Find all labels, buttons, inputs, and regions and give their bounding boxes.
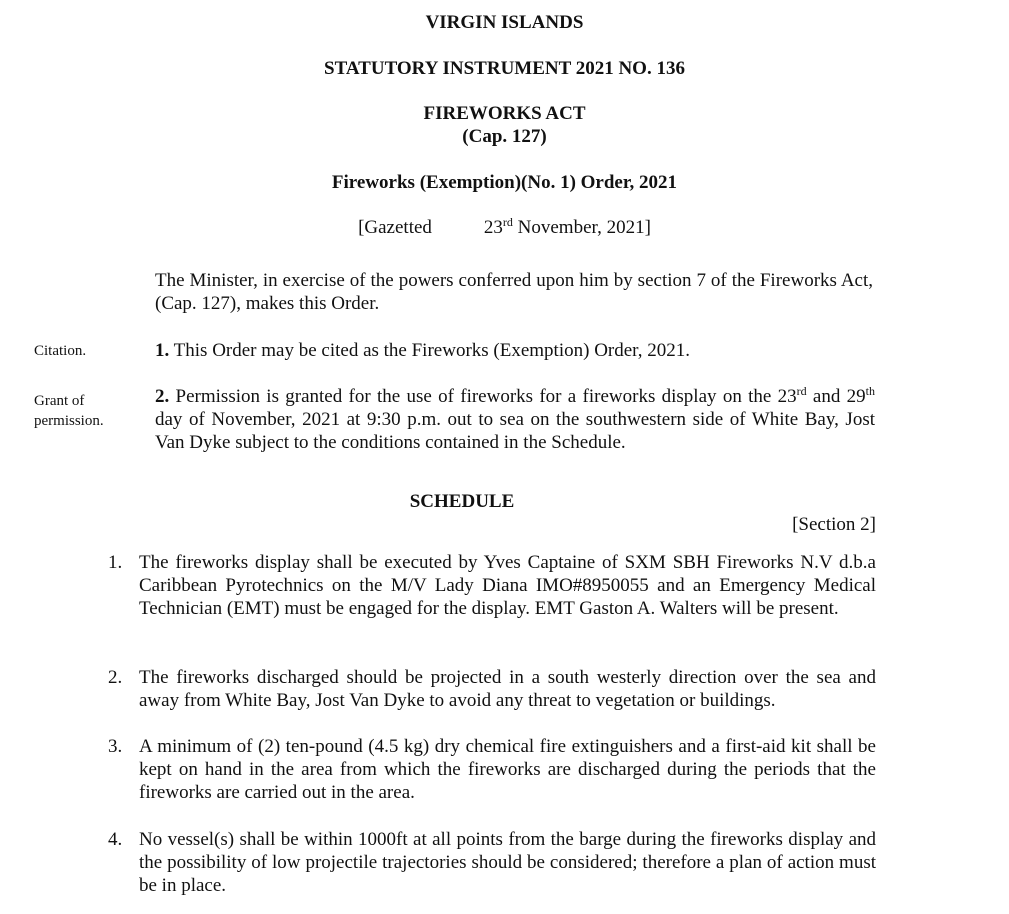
schedule-item-number: 3. (108, 736, 123, 757)
gazetted-day-suffix: rd (502, 215, 513, 229)
schedule-item-number: 1. (108, 552, 123, 573)
section-2 (155, 385, 875, 454)
margin-note-citation: Citation. (34, 343, 87, 359)
gazetted-day: 23 (483, 217, 503, 238)
margin-note-grant (34, 391, 134, 431)
margin-note-grant-line2: permission. (34, 413, 104, 429)
section-1 (155, 339, 875, 362)
gazetted-rest: November, 2021] (512, 217, 651, 238)
instrument-number: STATUTORY INSTRUMENT 2021 NO. 136 (324, 58, 685, 79)
section-2-sup-b: th (865, 384, 875, 398)
schedule-item-number: 4. (108, 829, 123, 850)
gazetted-label: [Gazetted (358, 217, 432, 238)
section-2-number: 2. (155, 386, 170, 407)
schedule-item-text: The fireworks display shall be executed by Yves Captaine of SXM SBH Fireworks N.V d.b.a Caribbean Pyrotechnics on the M/V Lady Diana IMO#8950055 and an Emergency Medical Technician (EMT) must be engaged for the display. EMT Gaston A. Walters will be present. (139, 552, 876, 619)
section-2-text-a: Permission is granted for the use of fireworks for a fireworks display on the 23 (175, 386, 797, 407)
margin-note-grant-line1: Grant of (34, 393, 85, 409)
section-1-number: 1. (155, 340, 170, 361)
schedule-section-ref: [Section 2] (792, 514, 876, 535)
schedule-item-text: A minimum of (2) ten-pound (4.5 kg) dry chemical fire extinguishers and a first-aid kit shall be kept on hand in the area from which the fireworks are discharged during the periods that the fireworks are carried out in the area. (139, 736, 876, 803)
act-chapter: (Cap. 127) (462, 126, 547, 147)
section-2-text-b: and 29 (806, 386, 866, 407)
section-2-text-c: day of November, 2021 at 9:30 p.m. out to sea on the southwestern side of White Bay, Jost Van Dyke subject to the conditions contained in the Schedule. (155, 409, 875, 453)
section-2-sup-a: rd (796, 384, 807, 398)
schedule-item-text: No vessel(s) shall be within 1000ft at all points from the barge during the fireworks display and the possibility of low projectile trajectories should be considered; therefore a plan of action must be in place. (139, 829, 876, 896)
preamble: The Minister, in exercise of the powers conferred upon him by section 7 of the Fireworks Act, (Cap. 127), makes this Order. (155, 270, 873, 314)
schedule-item-text: The fireworks discharged should be projected in a south westerly direction over the sea and away from White Bay, Jost Van Dyke to avoid any threat to vegetation or buildings. (139, 667, 876, 711)
schedule-item-number: 2. (108, 667, 123, 688)
section-1-text: This Order may be cited as the Fireworks (Exemption) Order, 2021. (173, 340, 690, 361)
schedule-heading: SCHEDULE (409, 491, 515, 512)
act-title: FIREWORKS ACT (423, 103, 586, 124)
gazetted-date (0, 216, 1009, 240)
order-title: Fireworks (Exemption)(No. 1) Order, 2021 (331, 172, 678, 193)
jurisdiction-heading: VIRGIN ISLANDS (425, 12, 584, 33)
